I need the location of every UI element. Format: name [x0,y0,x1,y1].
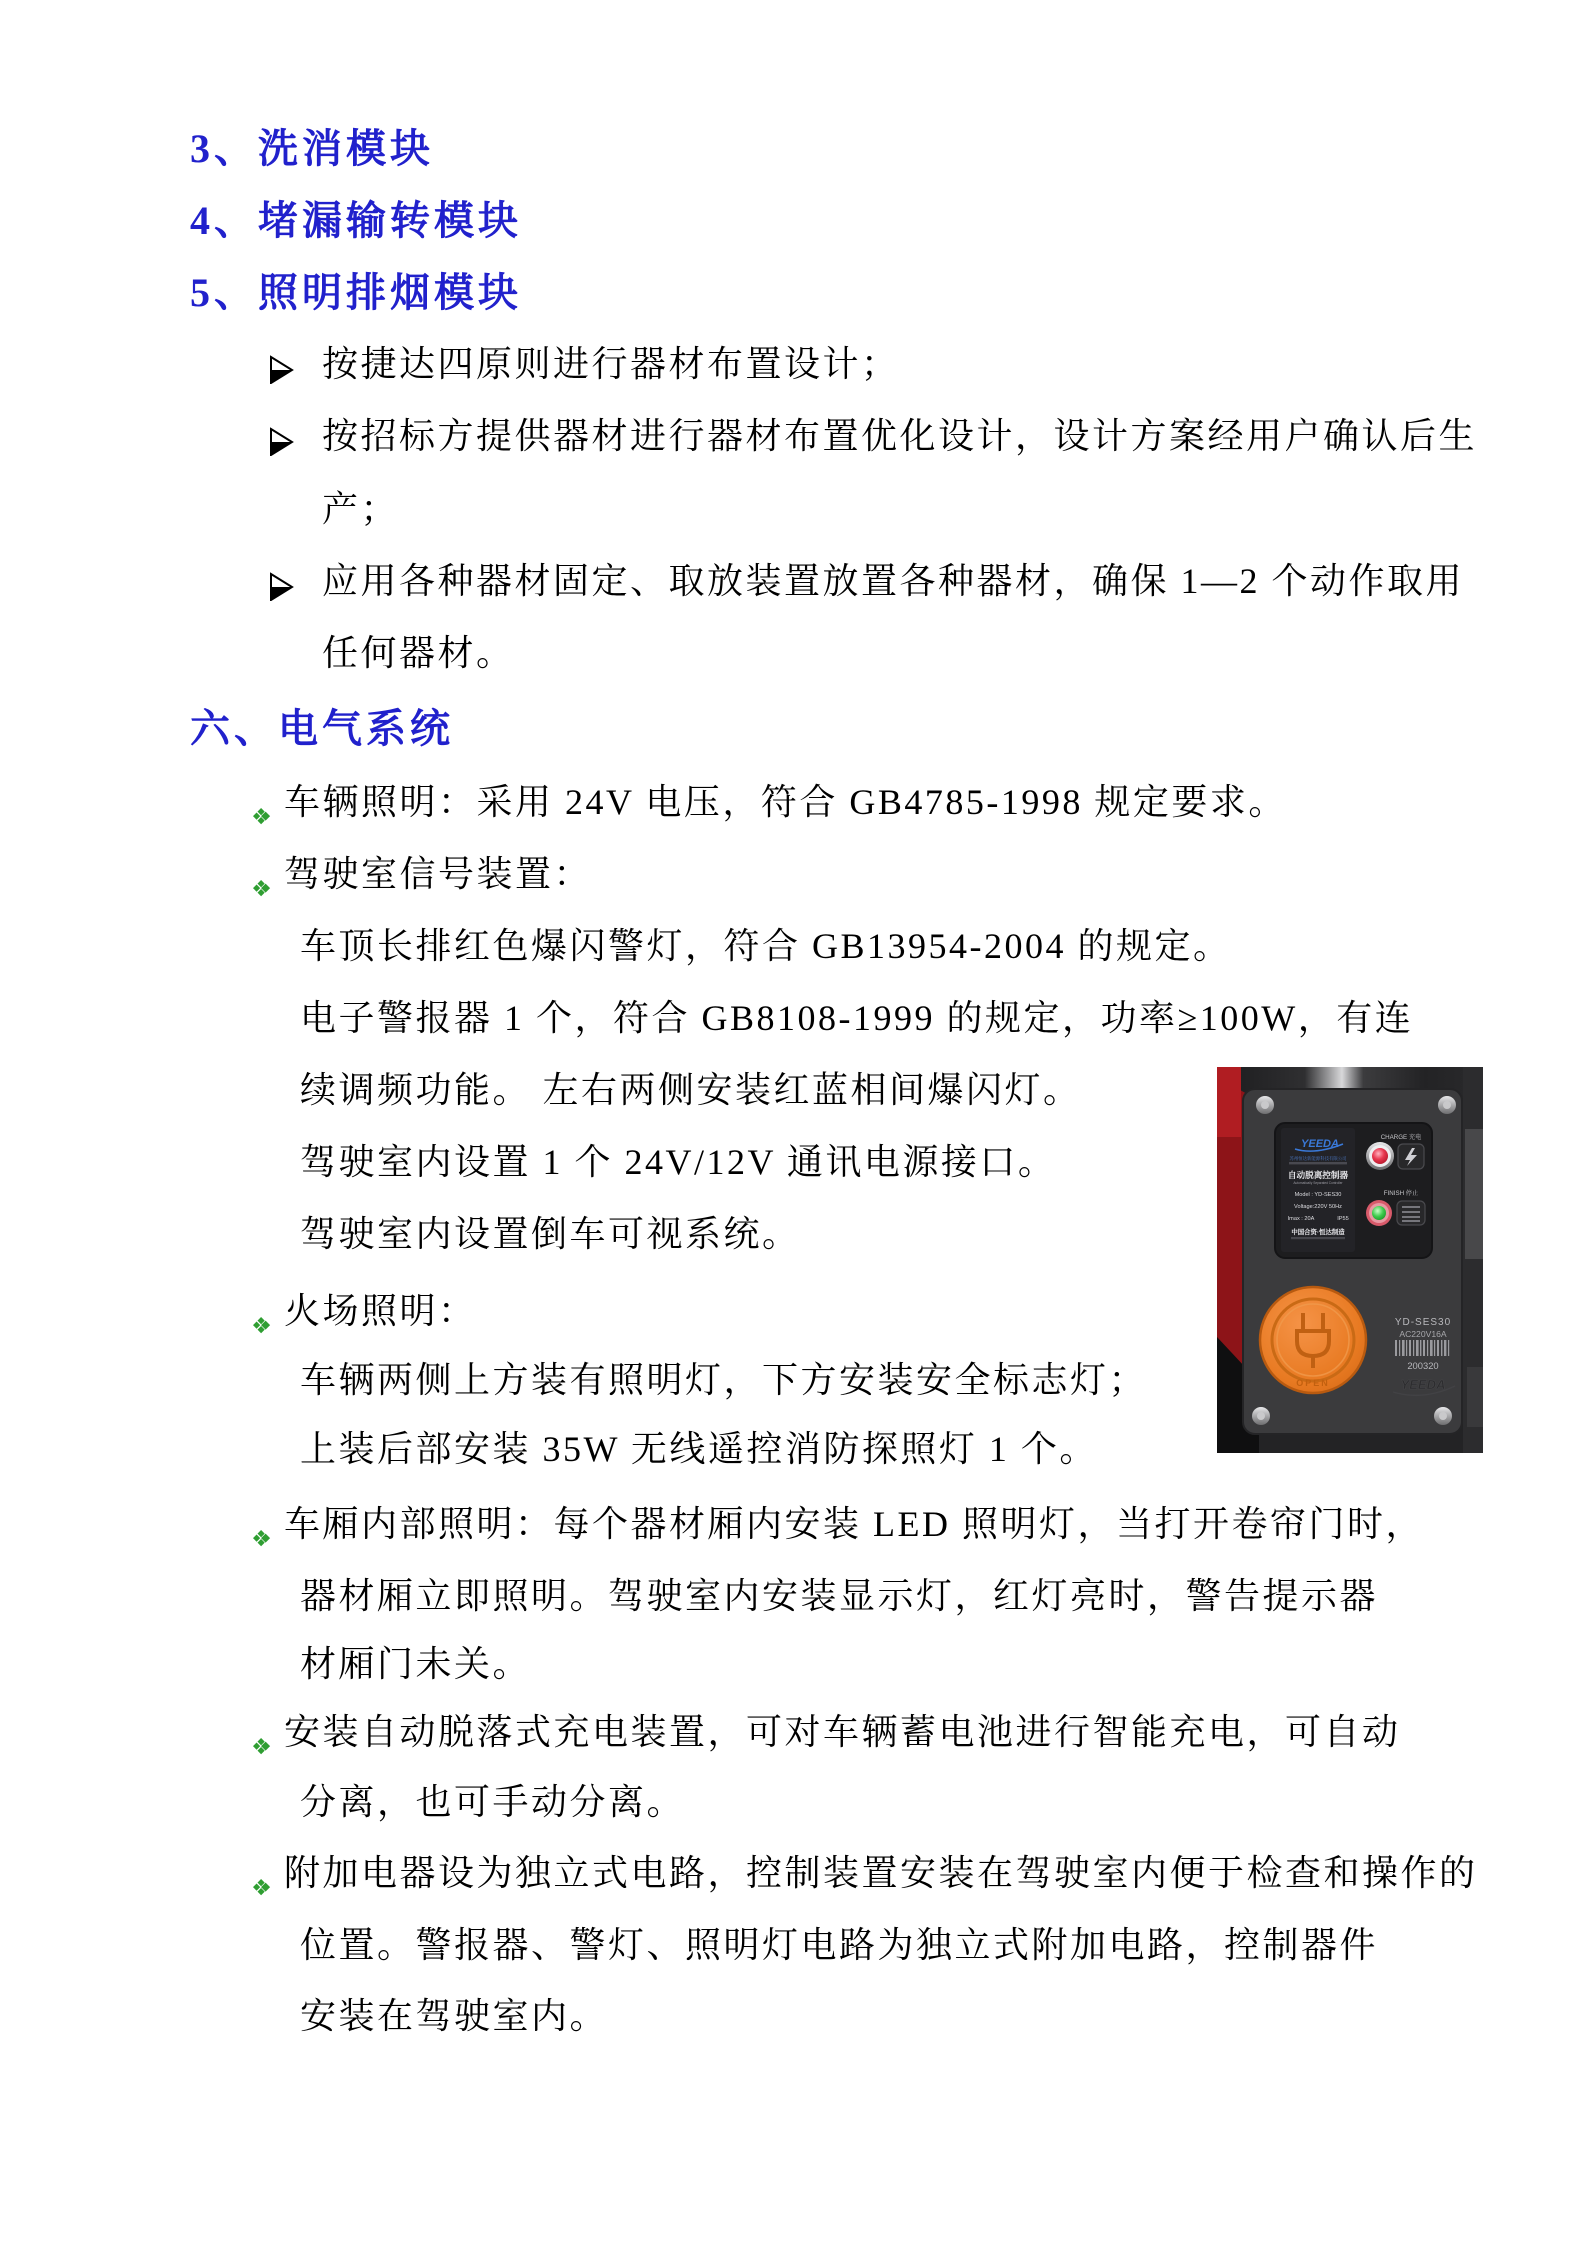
diamond-list-item [253,1710,1401,1755]
sub-line: 驾驶室内设置倒车可视系统。 [300,1214,801,1254]
diamond-list-item [253,852,592,897]
sub-line: 电子警报器 1 个，符合 GB8108-1999 的规定，功率≥100W，有连 [300,998,1414,1038]
socket-cover [1260,1287,1366,1393]
diamond-bullet-icon [253,865,271,885]
diamond-item-text: 车厢内部照明：每个器材厢内安装 LED 照明灯，当打开卷帘门时， [284,1504,1424,1544]
diamond-item-text: 火场照明： [284,1291,477,1331]
arrow-item-continuation: 任何器材。 [322,633,515,673]
sub-line: 器材厢立即照明。驾驶室内安装显示灯，红灯亮时，警告提示器 [300,1576,1379,1616]
diamond-bullet-icon [253,1515,271,1535]
arrow-item-text: 应用各种器材固定、取放装置放置各种器材，确保 1—2 个动作取用 [322,561,1465,601]
diamond-list-item [253,1851,1478,1896]
arrow-item-continuation: 产； [322,489,400,529]
diamond-list-item [253,1502,1424,1547]
side-code: 200320 [1407,1360,1439,1371]
charger-device-photo [1217,1067,1483,1453]
product-name-en: Automatically Separated Controller [1293,1181,1343,1185]
sub-line: 续调频功能。 左右两侧安装红蓝相间爆闪灯。 [300,1070,1082,1110]
module-heading-4: 4、堵漏输转模块 [190,198,522,243]
imax-line: Imax : 20A [1287,1216,1315,1222]
company-name: 苏州恒达新能源科技有限公司 [1289,1156,1347,1161]
diamond-bullet-icon [253,1723,271,1743]
side-rating: AC220V16A [1399,1329,1447,1339]
brand-logo: YEEDA [1301,1138,1339,1150]
sub-line: 车辆两侧上方装有照明灯，下方安装安全标志灯； [300,1360,1148,1400]
arrow-bullet-icon [268,567,294,597]
origin-en-blur [1291,1237,1345,1239]
sub-line: 驾驶室内设置 1 个 24V/12V 通讯电源接口。 [300,1142,1057,1182]
sub-line: 车顶长排红色爆闪警灯，符合 GB13954-2004 的规定。 [300,926,1232,966]
arrow-list-item [268,414,1477,459]
voltage-line: Voltage:220V 50Hz [1294,1204,1342,1210]
diamond-item-text: 车辆照明：采用 24V 电压，符合 GB4785-1998 规定要求。 [284,782,1287,822]
finish-label: FINISH 停止 [1383,1190,1419,1197]
sub-line: 上装后部安装 35W 无线遥控消防探照灯 1 个。 [300,1429,1098,1469]
company-name-en-blur [1289,1162,1347,1164]
diamond-bullet-icon [253,793,271,813]
arrow-list-item [268,559,1464,604]
arrow-item-text: 按招标方提供器材进行器材布置优化设计，设计方案经用户确认后生 [322,416,1478,456]
sub-line: 位置。警报器、警灯、照明灯电路为独立式附加电路，控制器件 [300,1925,1379,1965]
model-line: Model : YD-SES30 [1294,1192,1342,1198]
section-heading-6: 六、电气系统 [190,706,454,751]
diamond-item-text: 驾驶室信号装置： [284,854,593,894]
origin-line: 中国合资·恒达制造 [1291,1229,1345,1236]
sub-line: 安装在驾驶室内。 [300,1996,609,2036]
module-heading-3: 3、洗消模块 [190,126,434,171]
arrow-bullet-icon [268,422,294,452]
diamond-list-item [253,1289,477,1334]
side-model: YD-SES30 [1394,1317,1452,1328]
sub-line: 分离，也可手动分离。 [300,1782,686,1822]
ip-rating: IP55 [1337,1216,1349,1222]
diamond-item-text: 附加电器设为独立式电路，控制装置安装在驾驶室内便于检查和操作的 [284,1853,1478,1893]
diamond-bullet-icon [253,1302,271,1322]
open-label: OPEN [1296,1378,1330,1388]
charge-label: CHARGE 充电 [1380,1134,1422,1141]
module-heading-5: 5、照明排烟模块 [190,270,522,315]
green-led [1372,1206,1386,1220]
diamond-item-text: 安装自动脱落式充电装置，可对车辆蓄电池进行智能充电，可自动 [284,1712,1401,1752]
device-nameplate [1281,1128,1355,1252]
red-led [1372,1148,1388,1164]
diamond-list-item [253,780,1287,825]
device-panel [1243,1089,1462,1434]
arrow-item-text: 按捷达四原则进行器材布置设计； [322,344,900,384]
product-name: 自动脱离控制器 [1287,1170,1349,1180]
embossed-brand: YEEDA [1400,1377,1446,1392]
arrow-bullet-icon [268,350,294,380]
diamond-bullet-icon [253,1864,271,1884]
arrow-list-item [268,342,900,387]
sub-line: 材厢门未关。 [300,1644,532,1684]
